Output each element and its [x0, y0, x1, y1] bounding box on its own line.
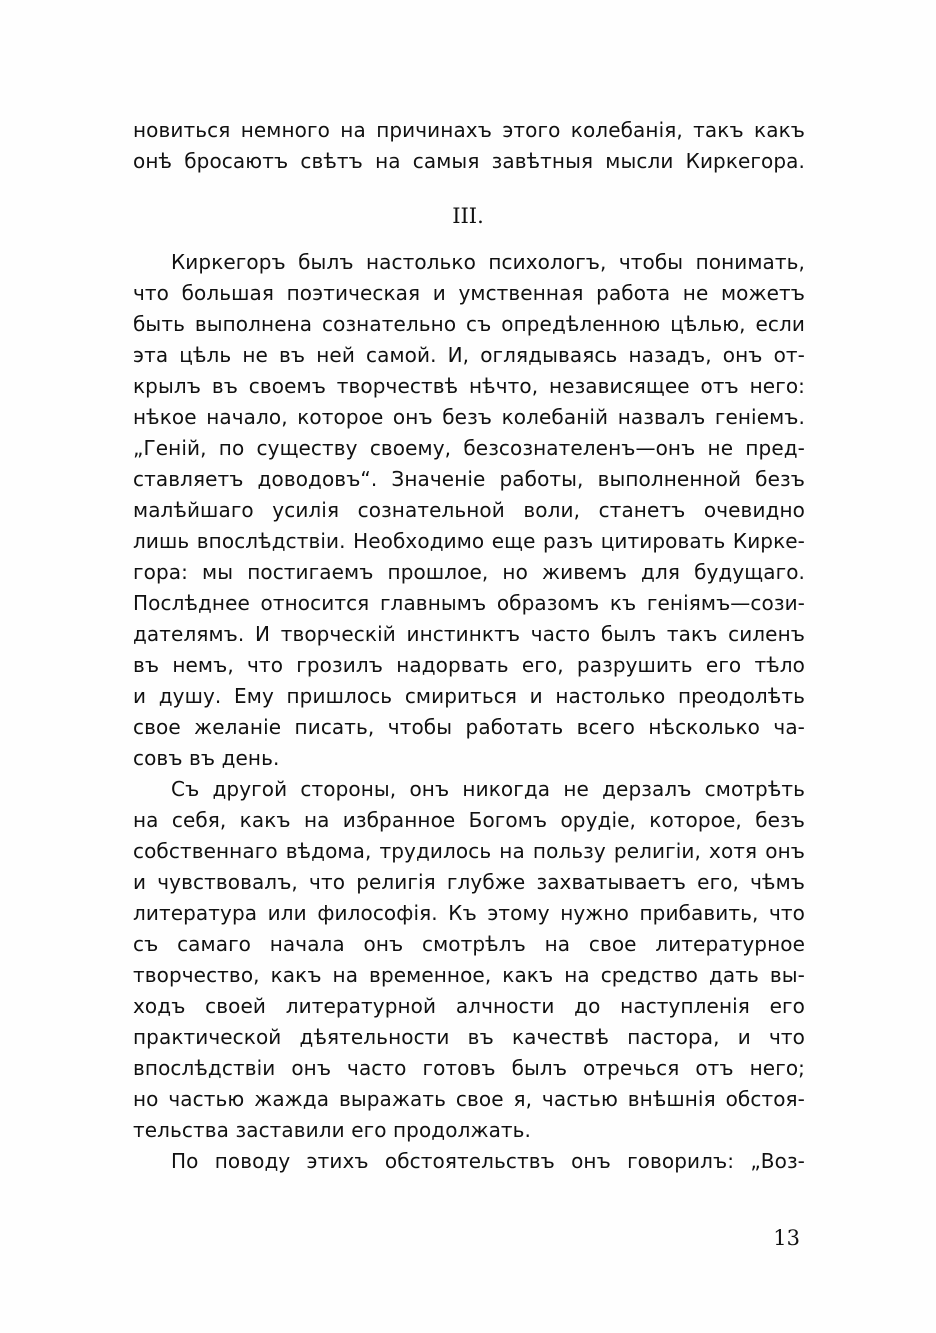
text-line: на себя, какъ на избранное Богомъ орудіе, которое, безъ [133, 808, 805, 832]
text-line: Послѣднее относится главнымъ образомъ къ геніямъ—сози- [133, 591, 805, 615]
text-line: эта цѣль не въ ней самой. И, оглядываясь назадъ, онъ от- [133, 343, 805, 367]
text-line: впослѣдствіи онъ часто готовъ былъ отречься отъ него; [133, 1056, 805, 1080]
text-line: Киркегоръ былъ настолько психологъ, чтобы понимать, [171, 250, 805, 274]
text-line: ходъ своей литературной алчности до наступленія его [133, 994, 805, 1018]
text-line: творчество, какъ на временное, какъ на средство дать вы- [133, 963, 805, 987]
text-line: тельства заставили его продолжать. [133, 1118, 532, 1142]
paragraph-1 [133, 247, 805, 774]
text-line: но частью жажда выражать свое я, частью внѣшнія обстоя- [133, 1087, 805, 1111]
text-line: совъ въ день. [133, 746, 280, 770]
text-line: ставляетъ доводовъ“. Значеніе работы, выполненной безъ [133, 467, 805, 491]
text-line: „Геній, по существу своему, безсознателенъ—онъ не пред- [133, 436, 805, 460]
text-line: быть выполнена сознательно съ опредѣленною цѣлью, если [133, 312, 805, 336]
text-line: Съ другой стороны, онъ никогда не дерзалъ смотрѣть [171, 777, 805, 801]
text-line: и душу. Ему пришлось смириться и настолько преодолѣть [133, 684, 805, 708]
section-heading: III. [452, 204, 484, 228]
text-line: собственнаго вѣдома, трудилось на пользу религіи, хотя онъ [133, 839, 805, 863]
text-line: гора: мы постигаемъ прошлое, но живемъ для будущаго. [133, 560, 805, 584]
paragraph-3 [133, 1146, 805, 1177]
text-line: свое желаніе писать, чтобы работать всего нѣсколько ча- [133, 715, 805, 739]
text-line: литература или философія. Къ этому нужно прибавить, что [133, 901, 805, 925]
text-line: малѣйшаго усилія сознательной воли, станетъ очевидно [133, 498, 805, 522]
text-line: съ самаго начала онъ смотрѣлъ на свое литературное [133, 932, 805, 956]
text-line: и чувствовалъ, что религія глубже захватываетъ его, чѣмъ [133, 870, 805, 894]
text-line: что большая поэтическая и умственная работа не можетъ [133, 281, 805, 305]
text-line: нѣкое начало, которое онъ безъ колебаній назвалъ геніемъ. [133, 405, 805, 429]
top-paragraph [133, 115, 805, 177]
text-line: лишь впослѣдствіи. Необходимо еще разъ цитировать Кирке- [133, 529, 805, 553]
text-line: дателямъ. И творческій инстинктъ часто былъ такъ силенъ [133, 622, 805, 646]
text-line: онѣ бросаютъ свѣтъ на самыя завѣтныя мысли Киркегора. [133, 149, 805, 173]
text-line: практической дѣятельности въ качествѣ пастора, и что [133, 1025, 805, 1049]
text-line: По поводу этихъ обстоятельствъ онъ говорилъ: „Воз- [171, 1149, 805, 1173]
page-number: 13 [773, 1226, 800, 1250]
text-line: крылъ въ своемъ творчествѣ нѣчто, независящее отъ него: [133, 374, 805, 398]
text-line: новиться немного на причинахъ этого колебанія, такъ какъ [133, 118, 805, 142]
text-line: въ немъ, что грозилъ надорвать его, разрушить его тѣло [133, 653, 805, 677]
paragraph-2 [133, 774, 805, 1146]
